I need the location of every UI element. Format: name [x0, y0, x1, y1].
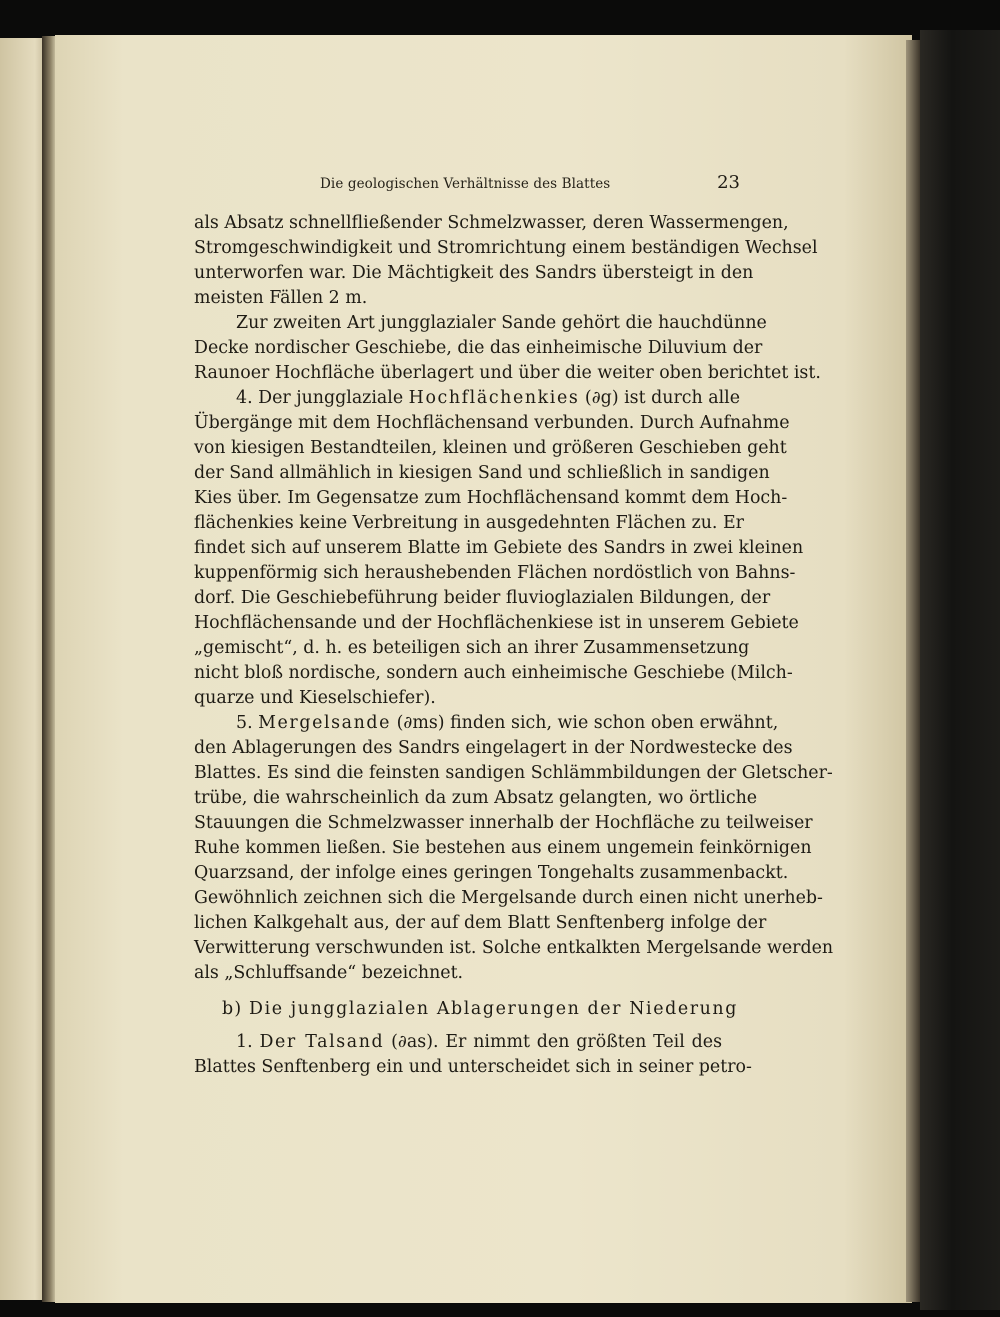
- text-line: Blattes. Es sind die feinsten sandigen Schlämmbildungen der Gletscher-: [194, 763, 833, 783]
- text-line: Gewöhnlich zeichnen sich die Mergelsande durch einen nicht unerheb-: [194, 888, 823, 908]
- text-line: nicht bloß nordische, sondern auch einheimische Geschiebe (Milch-: [194, 663, 793, 683]
- text-line: Raunoer Hochfläche überlagert und über die weiter oben berichtet ist.: [194, 363, 821, 383]
- text-line: Stromgeschwindigkeit und Stromrichtung einem beständigen Wechsel: [194, 238, 818, 258]
- text-line: Hochflächensande und der Hochflächenkiese ist in unserem Gebiete: [194, 613, 799, 633]
- text-line: 5. Mergelsande (∂ms) finden sich, wie schon oben erwähnt,: [236, 713, 779, 733]
- text-line: quarze und Kieselschiefer).: [194, 688, 436, 708]
- spaced-term: Mergelsande: [258, 713, 392, 733]
- text-line: dorf. Die Geschiebeführung beider fluvioglazialen Bildungen, der: [194, 588, 771, 608]
- text-line: Kies über. Im Gegensatze zum Hochflächensand kommt dem Hoch-: [194, 488, 788, 508]
- page-number: 23: [717, 172, 740, 193]
- text-line: als Absatz schnellfließender Schmelzwasser, deren Wassermengen,: [194, 213, 789, 233]
- spaced-term: Hochflächenkies: [408, 388, 580, 408]
- text-line: findet sich auf unserem Blatte im Gebiete des Sandrs in zwei kleinen: [194, 538, 804, 558]
- text-line: 1. Der Talsand (∂as). Er nimmt den größten Teil des: [236, 1032, 723, 1052]
- text-line: Quarzsand, der infolge eines geringen Tongehalts zusammenbackt.: [194, 863, 789, 883]
- text-line: unterworfen war. Die Mächtigkeit des Sandrs übersteigt in den: [194, 263, 754, 283]
- text-line: „gemischt“, d. h. es beteiligen sich an ihrer Zusammensetzung: [194, 638, 750, 658]
- text-line: Zur zweiten Art jungglazialer Sande gehört die hauchdünne: [236, 313, 767, 333]
- text-line: lichen Kalkgehalt aus, der auf dem Blatt Senftenberg infolge der: [194, 913, 767, 933]
- text-line: den Ablagerungen des Sandrs eingelagert in der Nordwestecke des: [194, 738, 793, 758]
- text-line: 4. Der jungglaziale Hochflächenkies (∂g) ist durch alle: [236, 388, 741, 408]
- text-line: der Sand allmählich in kiesigen Sand und schließlich in sandigen: [194, 463, 770, 483]
- text-line: Stauungen die Schmelzwasser innerhalb der Hochfläche zu teilweiser: [194, 813, 813, 833]
- text-line: flächenkies keine Verbreitung in ausgedehnten Flächen zu. Er: [194, 513, 744, 533]
- spaced-term: Der Talsand: [259, 1032, 385, 1052]
- text-line: meisten Fällen 2 m.: [194, 288, 368, 308]
- section-heading: b) Die jungglazialen Ablagerungen der Niederung: [222, 999, 738, 1019]
- text-line: Decke nordischer Geschiebe, die das einheimische Diluvium der: [194, 338, 763, 358]
- text-line: Verwitterung verschwunden ist. Solche entkalkten Mergelsande werden: [194, 938, 834, 958]
- text-line: von kiesigen Bestandteilen, kleinen und größeren Geschieben geht: [194, 438, 787, 458]
- text-line: Übergänge mit dem Hochflächensand verbunden. Durch Aufnahme: [194, 413, 790, 433]
- text-line: Ruhe kommen ließen. Sie bestehen aus einem ungemein feinkörnigen: [194, 838, 812, 858]
- text-line: Blattes Senftenberg ein und unterscheidet sich in seiner petro-: [194, 1057, 752, 1077]
- text-line: trübe, die wahrscheinlich da zum Absatz gelangten, wo örtliche: [194, 788, 758, 808]
- running-title: Die geologischen Verhältnisse des Blattes: [320, 176, 611, 192]
- text-line: kuppenförmig sich heraushebenden Flächen nordöstlich von Bahns-: [194, 563, 796, 583]
- text-line: als „Schluffsande“ bezeichnet.: [194, 963, 464, 983]
